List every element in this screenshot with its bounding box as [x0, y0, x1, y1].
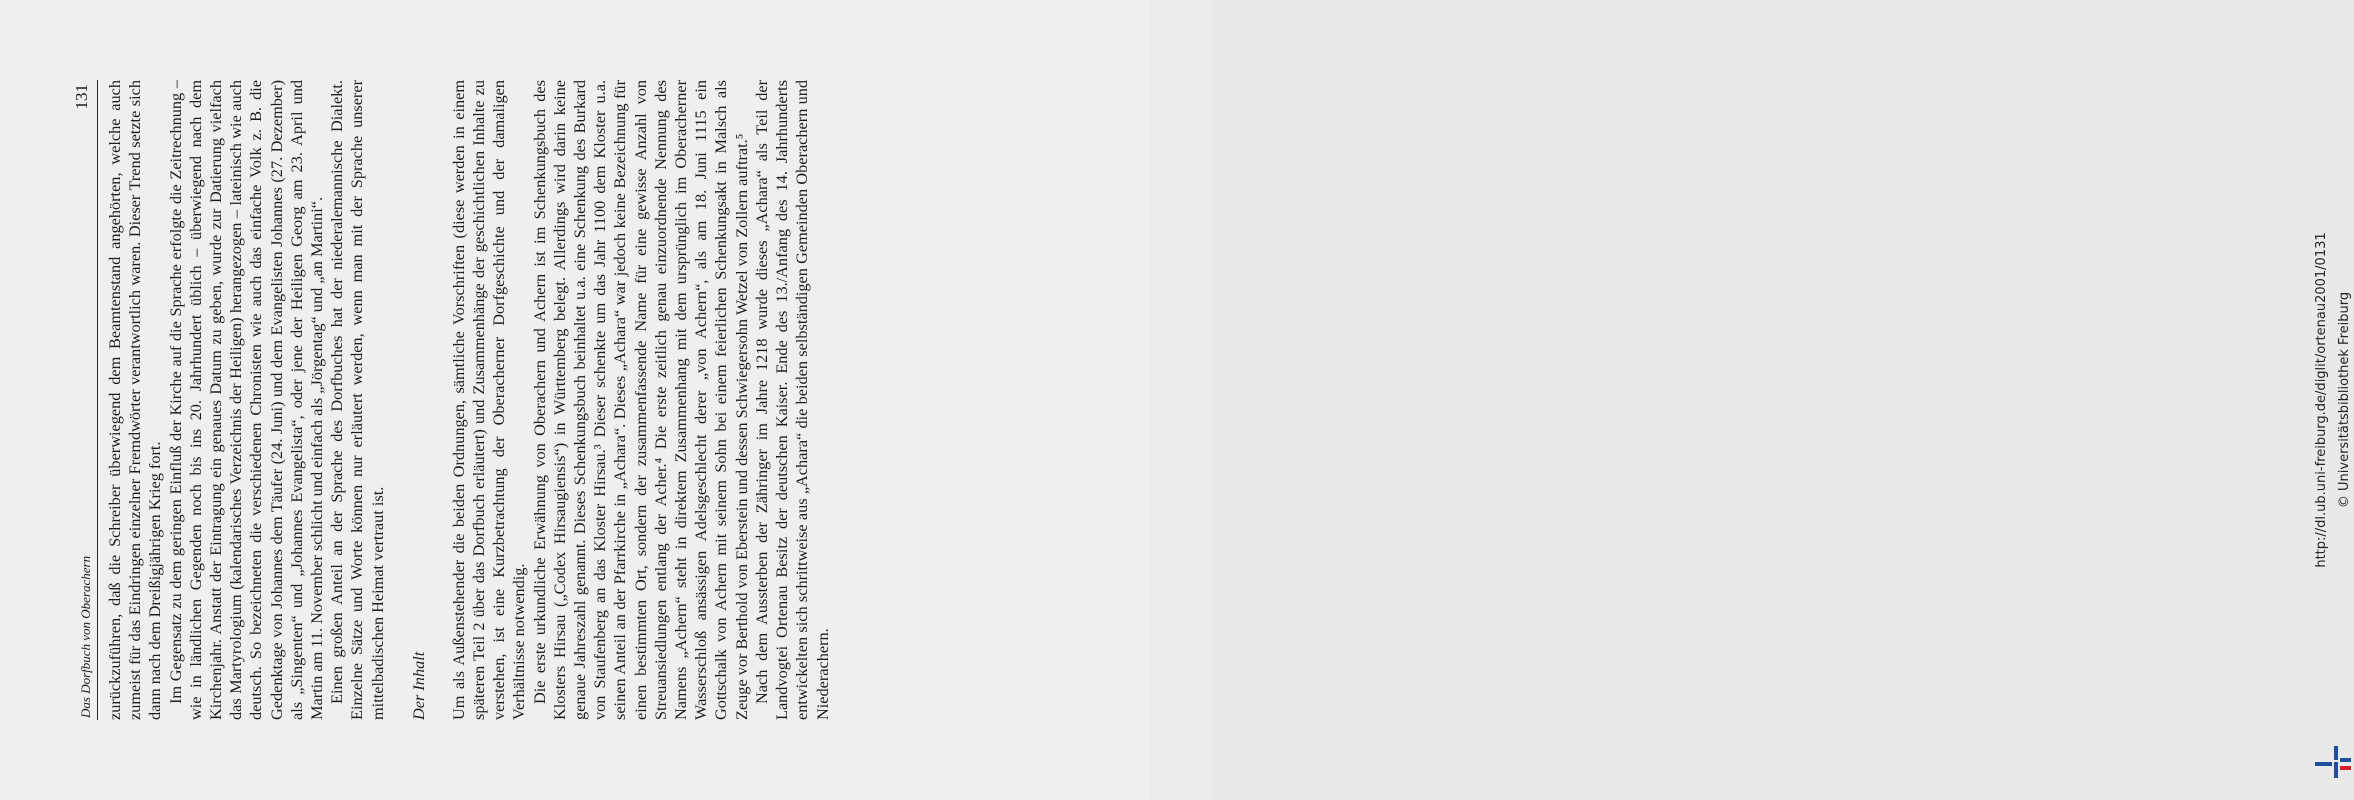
library-logo-icon	[2313, 742, 2353, 782]
paragraph: Einen großen Anteil an der Sprache des Dorfbuches hat der niederalemannische Dialekt. Einzelne Sätze und Worte können nur erläutert werden, wenn man mit der Sprache unserer mittelbadischen Heimat vertraut ist.	[327, 80, 387, 720]
logo-bar-left	[2315, 762, 2332, 766]
rotated-page-content	[72, 80, 1075, 720]
scanned-page	[0, 0, 1151, 800]
source-url[interactable]: http://dl.ub.uni-freiburg.de/diglit/ortenau2001/0131	[2314, 232, 2329, 568]
running-head	[72, 80, 98, 720]
paragraph: Im Gegensatz zu dem geringen Einfluß der Kirche auf die Sprache erfolgte die Zeitrechnung – wie in ländlichen Gegenden noch bis ins 20. Jahrhundert üblich – überwiegend nach dem Kirchenjahr. Anstatt der Eintragung ein genaues Datum zu geben, wurde zur Datierung vielfach das Martyrologium (kalendarisches Verzeichnis der Heiligen) herangezogen – lateinisch wie auch deutsch. So bezeichneten die verschiedenen Chronisten wie auch das einfache Volk z. B. die Gedenktage von Johannes dem Täufer (24. Juni) und dem Evangelisten Johannes (27. Dezember) als „Singenten“ und „Johannes Evangelista“, oder jene der Heiligen Georg am 23. April und Martin am 11. November schlicht und einfach als „Jörgentag“ und „an Martini“.	[165, 80, 327, 720]
paragraph: Um als Außenstehender die beiden Ordnungen, sämtliche Vorschriften (diese werden in einem späteren Teil 2 über das Dorfbuch erläutert) und Zusammenhänge der geschichtlichen Inhalte zu verstehen, ist eine Kurzbetrachtung der Oberacherner Dorfgeschichte und der damaligen Verhältnisse notwendig.	[448, 80, 529, 720]
page-body	[105, 80, 833, 720]
library-sidebar	[1150, 0, 2352, 800]
paragraph: Nach dem Aussterben der Zähringer im Jahre 1218 wurde dieses „Achara“ als Teil der Landvogtei Ortenau Besitz der deutschen Kaiser. Ende des 13./Anfang des 14. Jahrhunderts entwickelten sich schrittweise aus „Achara“ die beiden selbständigen Gemeinden Oberachern und Niederachern.	[751, 80, 832, 720]
section-heading: Der Inhalt	[408, 651, 428, 720]
logo-bar-mid	[2334, 762, 2338, 778]
logo-bar-right	[2340, 758, 2351, 762]
copyright-notice: © Universitätsbibliothek Freiburg	[2337, 291, 2352, 509]
logo-accent	[2340, 766, 2351, 770]
page-number: 131	[72, 84, 91, 110]
running-title: Das Dorfbuch von Oberachern	[78, 555, 93, 718]
paragraph: zurückzuführen, daß die Schreiber überwiegend dem Beamtenstand angehörten, welche auch zumeist für das Eindringen einzelner Fremdwörter verantwortlich waren. Dieser Trend setzte sich dann nach dem Dreißigjährigen Krieg fort.	[105, 80, 165, 720]
logo-bar-top	[2334, 746, 2338, 760]
paragraph: Die erste urkundliche Erwähnung von Oberachern und Achern ist im Schenkungsbuch des Klosters Hirsau („Codex Hirsaugiensis“) in Württemberg belegt. Allerdings wird darin keine genaue Jahreszahl genannt. Dieses Schenkungsbuch beinhaltet u.a. eine Schenkung des Burkard von Staufenberg an das Kloster Hirsau.³ Dieser schenkte um das Jahr 1100 dem Kloster u.a. seinen Anteil an der Pfarrkirche in „Achara“. Dieses „Achara“ war jedoch keine Bezeichnung für einen bestimmten Ort, sondern der zusammenfassende Name für eine gewisse Anzahl von Streuansiedlungen entlang der Acher.⁴ Die erste zeitlich genau einzuordnende Nennung des Namens „Achern“ steht in direktem Zusammenhang mit dem ursprünglich im Oberacherner Wasserschloß ansässigen Adelsgeschlecht derer „von Achern“, als am 18. Juni 1115 ein Gottschalk von Achern mit seinem Sohn bei einem feierlichen Schenkungsakt in Malsch als Zeuge vor Berthold von Eberstein und dessen Schwiegersohn Wetzel von Zollern auftrat.⁵	[529, 80, 751, 720]
